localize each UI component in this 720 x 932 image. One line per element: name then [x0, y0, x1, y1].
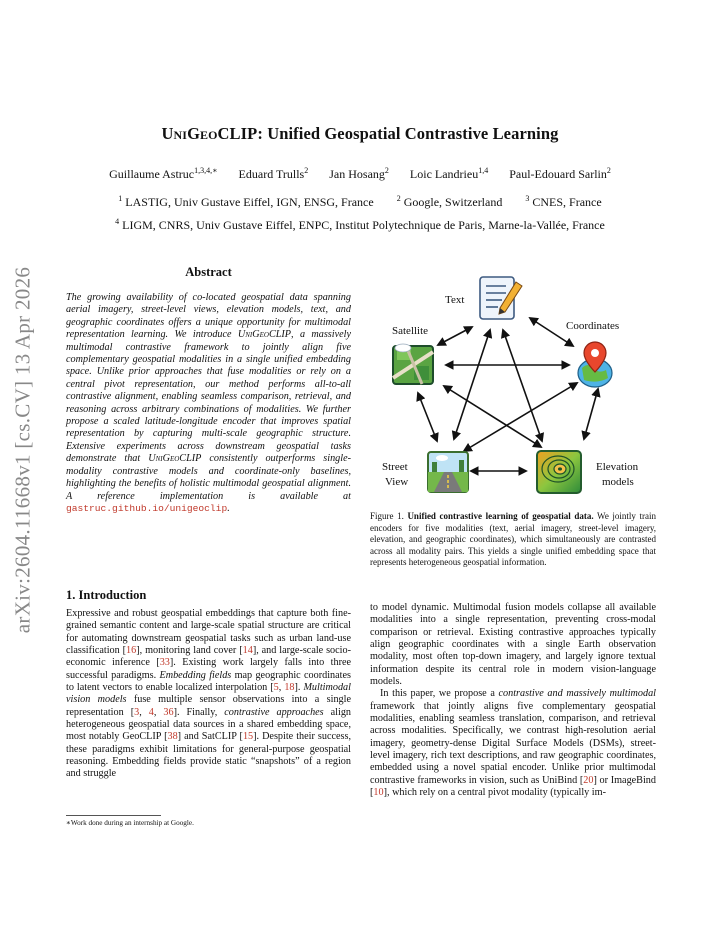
citation-link[interactable]: 38 [167, 731, 178, 743]
citation-link[interactable]: 36 [163, 706, 174, 718]
citation-link[interactable]: 15 [242, 731, 254, 743]
label-models: models [602, 476, 634, 488]
affiliations-line-2: $^4$ LIGM, CNRS, Univ Gustave Eiffel, ENPC, Institut Polytechnique de Paris, Marne-la-Vallée, France [115, 217, 605, 232]
project-url-link[interactable]: gastruc.github.io/unigeoclip [66, 502, 228, 514]
author: Loic Landrieu$^{1,4}$ [409, 166, 489, 181]
figure-caption: Figure 1. Unified contrastive learning of geospatial data. We jointly train encoders for five modalities (text, aerial imagery, street-level imagery, elevation, and geographic coordinates), which simultaneously are contrasted across all modality pairs. This yields a single unified embedding space that represents heterogeneous geospatial information. [370, 511, 656, 568]
location-pin-icon [578, 342, 612, 387]
citation-link[interactable]: 20 [583, 774, 594, 786]
paper-title [0, 124, 720, 144]
author: Guillaume Astruc$^{1,3,4,∗}$ [109, 166, 218, 181]
citation-link[interactable]: 33 [159, 657, 170, 669]
label-elevation: Elevation [596, 461, 639, 473]
affiliations-line-1 [0, 194, 720, 210]
paragraph: In this paper, we propose a contrastive and massively multimodal framework that jointly aligns five complementary geospatial modalities, enabling seamless translation, comparison, and retrieval across modalities. Specifically, we contrast high-resolution aerial imagery, geometry-dense Digital Surface Models (DSMs), street-level imagery, rich text descriptions, and raw geographic coordinates, embedded using a novel spatial encoder. Unlike prior multimodal contrastive frameworks in vision, such as UniBind [20] or ImageBind [10], which rely on a central pivot modality (typically im- [370, 688, 656, 799]
label-satellite: Satellite [392, 325, 429, 337]
affiliation: $^3$ CNES, France [525, 194, 602, 209]
intro-right-column [370, 602, 656, 800]
citation-link[interactable]: 10 [373, 787, 384, 799]
text-document-icon [480, 277, 522, 319]
affiliation: $^2$ Google, Switzerland [396, 194, 503, 209]
citation-link[interactable]: 14 [242, 645, 253, 657]
modality-diagram [370, 270, 656, 505]
citation-link[interactable]: 3 [134, 706, 140, 718]
author: Eduard Trulls$^2$ [238, 166, 309, 181]
arxiv-id: arXiv:2604.11668v1 [cs.CV] 13 Apr 2026 [10, 266, 35, 634]
title-rest: : Unified Geospatial Contrastive Learning [257, 124, 559, 143]
intro-left-column: Expressive and robust geospatial embeddings that capture both fine-grained semantic content and large-scale spatial structure are critical for automating downstream geospatial tasks such as urban land-use classification [16], monitoring land cover [14], and large-scale socio-economic inference [33]. Existing work largely falls into three successful paradigms. Embedding fields map geographic coordinates to latent vectors to enable localized interpolation [5, 18]. Multimodal vision models fuse multiple sensor observations into a single representation [3, 4, 36]. Finally, contrastive approaches align heterogeneous geospatial data sources in a shared embedding space, most notably GeoCLIP [38] and SatCLIP [15]. Despite their success, these paradigms exhibit limitations for general-purpose geospatial reasoning. Embedding fields provide static “snapshots” of a region and struggle [66, 608, 352, 780]
contrastive-arrows [418, 318, 598, 471]
paragraph: to model dynamic. Multimodal fusion models collapse all available modalities into a single representation, preventing cross-modal comparison or retrieval. Existing contrastive approaches typically align geographic coordinates with a single Earth observation modality, most often top-down imagery, and largely ignore textual information despite its central role in modern vision-language models. [370, 602, 656, 688]
abstract-heading: Abstract [185, 265, 232, 279]
citation-link[interactable]: 18 [284, 682, 295, 694]
elevation-model-icon [537, 451, 581, 493]
street-view-icon [428, 452, 468, 492]
abstract-body: The growing availability of co-located geospatial data spanning aerial imagery, street-level views, elevation models, text, and geographic coordinates offers a unique opportunity for multimodal representation learning. We introduce UniGeoCLIP, a massively multimodal contrastive framework to jointly align five complementary geospatial modalities in a single unified embedding space. Unlike prior approaches that fuse modalities or rely on a central pivot representation, our method performs all-to-all contrastive alignment, enabling seamless comparison, retrieval, and reasoning across arbitrary combinations of modalities. We further propose a scaled latitude-longitude encoder that improves spatial representation by capturing multi-scale geographic structure. Extensive experiments across downstream geospatial tasks demonstrate that UniGeoCLIP consistently outperforms single-modality contrastive models and coordinate-only baselines, highlighting the benefits of holistic multimodal geospatial alignment. A reference implementation is available at gastruc.github.io/unigeoclip. [66, 292, 352, 514]
section-heading-introduction: 1. Introduction [66, 588, 147, 602]
citation-link[interactable]: 4 [148, 706, 154, 718]
footnote-divider [66, 815, 161, 816]
figure-1 [370, 270, 656, 505]
title-method-name: UniGeoCLIP [161, 124, 258, 143]
label-text: Text [445, 294, 465, 306]
satellite-imagery-icon [393, 344, 433, 384]
arxiv-stamp [8, 250, 38, 650]
citation-link[interactable]: 16 [126, 645, 137, 657]
label-street: Street [382, 461, 408, 473]
affiliation: $^1$ LASTIG, Univ Gustave Eiffel, IGN, ENSG, France [118, 194, 374, 209]
footnote: ∗Work done during an internship at Google. [66, 819, 194, 827]
author: Jan Hosang$^2$ [329, 166, 389, 181]
author: Paul-Edouard Sarlin$^2$ [509, 166, 611, 181]
author-list [0, 166, 720, 182]
label-view: View [385, 476, 409, 488]
label-coordinates: Coordinates [566, 320, 620, 332]
citation-link[interactable]: 5 [273, 682, 279, 694]
